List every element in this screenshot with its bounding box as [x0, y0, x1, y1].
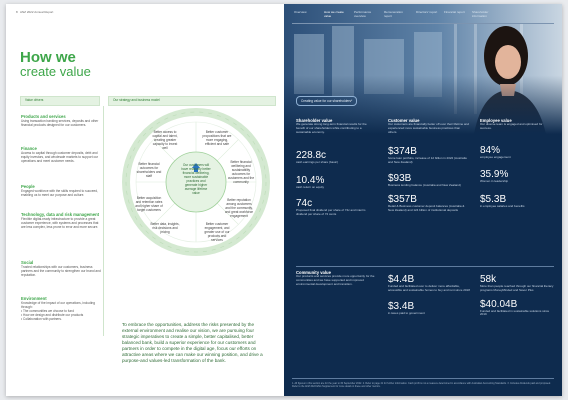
section-heading: Finance — [21, 146, 37, 151]
env-bullet: • The communities we choose to fund — [21, 309, 74, 313]
nav-how-we-create-value[interactable]: How we create value — [324, 10, 344, 18]
nav-performance-overview[interactable]: Performance overview — [354, 10, 372, 18]
nav-overview[interactable]: Overview — [294, 10, 307, 14]
stat-value: $5.3B — [480, 194, 507, 206]
office-photo-image — [284, 4, 562, 134]
section-body: Using transaction banking services, deposits and other financial products designed for our customers. — [21, 119, 99, 127]
community-stats-housing — [388, 270, 470, 315]
nav-financial-report[interactable]: Financial report — [444, 10, 465, 14]
page-subtitle: create value — [20, 64, 91, 79]
stat-label: Retail & Business customer deposit balances (Australia & New Zealand) and 124 billion of institutional deposits — [388, 203, 465, 212]
column-body: We generate strong long-term financial results for the benefit of our shareholders while contributing to a sustainable economy. — [296, 122, 367, 134]
section-heading: Technology, data and risk management — [21, 212, 100, 217]
stat-label: in employee salaries and benefits — [480, 204, 525, 209]
env-bullet: • Collaboration with partners. — [21, 317, 62, 321]
shareholder-pill: Creating value for our shareholders* — [296, 96, 357, 106]
nav-underline — [292, 23, 554, 24]
stat-value: 84% — [480, 144, 501, 156]
strategy-quote: To embrace the opportunities, address the risks presented by the external environment and realise our vision, we are pursuing four strategic imperatives to create a simple, better capitalised, better balanced bank, build a superior experience for our customers and partners in order to compete in the digital age, focus our efforts on attractive areas where we can make our winning position, and drive a purpose-and values-led transformation of the bank. — [122, 322, 263, 363]
employee-value-column — [480, 118, 554, 209]
section-environment — [21, 296, 101, 321]
diagram-center-text: Our customers will have relatively better financial wellbeing, more sustainable practices and generate higher average lifetime value — [181, 163, 211, 195]
section-body: Engaged workforce with the skills required to succeed, enabling us to meet our purpose and culture. — [21, 189, 98, 197]
env-bullet-text: Collaboration with partners. — [23, 317, 62, 321]
stat-label: Proposed final dividend per share of 74c and interim dividend per share of 72 cents — [296, 207, 366, 216]
diagram-segment: Better financial wellbeing and sustainability outcomes for customers and the community — [227, 160, 255, 184]
section-nav — [284, 10, 562, 22]
stat-label: Women in leadership — [480, 179, 509, 184]
section-body: Trusted relationships with our customers, business partners and the community to strengthen our brand and reputation. — [21, 265, 101, 277]
divider — [103, 106, 104, 336]
left-page — [6, 4, 284, 396]
section-body: Knowledge of the impact of our operations, including through: — [21, 301, 96, 309]
stat-label: cash earnings per share (basic) — [296, 160, 339, 165]
stat-label: home loan portfolio, increase of 12 billion in 2022 (Australia and New Zealand) — [388, 156, 467, 165]
stat-value: $374B — [388, 146, 417, 158]
report-spread — [6, 4, 562, 396]
column-heading: Customer value — [388, 118, 420, 123]
stat-label: in taxes paid to government — [388, 310, 425, 315]
env-bullet: • How we design and distribute our products — [21, 313, 84, 317]
page-number: 8 — [16, 10, 18, 14]
column-heading: Shareholder value — [296, 118, 333, 123]
page-header — [16, 10, 53, 14]
section-heading: Products and services — [21, 114, 66, 119]
page-title: How we — [20, 49, 76, 66]
nav-remuneration-report[interactable]: Remuneration report — [384, 10, 403, 18]
stat-value: $357B — [388, 193, 417, 205]
value-drivers-bar — [20, 96, 100, 106]
hero-photo — [284, 4, 562, 134]
section-social — [21, 260, 101, 277]
stat-value: $3.4B — [388, 300, 415, 312]
report-title: ANZ 2022 Annual Report — [20, 10, 54, 14]
section-body: Access to capital through customer deposits, debt and equity investors, and wholesale markets to support our operations and meet customer needs. — [21, 151, 99, 163]
stat-value: 35.9% — [480, 169, 509, 181]
stat-value: $40.04B — [480, 298, 518, 310]
strategy-bar — [108, 96, 276, 106]
section-people — [21, 184, 101, 197]
env-bullet-text: The communities we choose to fund — [22, 309, 74, 313]
column-body: Our products and services provide more opportunity for the communities and we have supported and improved environmental development and transition. — [296, 274, 375, 286]
stat-value: 74c — [296, 197, 313, 209]
nav-directors-report[interactable]: Directors' report — [416, 10, 438, 14]
diagram-segment: Better data, insights, risk decisions and pricing — [150, 222, 180, 234]
community-value-column — [296, 270, 376, 286]
stat-value: 10.4% — [296, 175, 325, 187]
nav-shareholder-information[interactable]: Shareholder information — [472, 10, 489, 18]
column-body: Our diverse team is engaged and optimised for success. — [480, 122, 543, 130]
stat-value: $4.4B — [388, 274, 415, 285]
section-products — [21, 114, 101, 127]
stat-label: Funded and facilitated over to deliver more affordable, accessible and sustainable homes to buy and rent since 2018 — [388, 284, 470, 292]
stat-label: Business lending balance (Australia and New Zealand) — [388, 182, 461, 187]
footnote: 1. All figures in this section are for the year to 30 September 2022. 2. Refer to page 41 for further information. Cash profit is not a measure determined in accordance with Australian Accounting Standards. 3. Includes dividends paid and proposed. Refer to the ANZ 2022 ESG Supplement for more detail on these and other metrics. — [292, 382, 551, 388]
section-divider — [296, 266, 554, 267]
section-technology — [21, 212, 101, 229]
diagram-segment: Better acquisition and retention rates and higher share of target customers — [135, 196, 163, 212]
stat-value: $93B — [388, 172, 412, 184]
diagram-segment: Better customer propositions that are more engaging, efficient and safe — [202, 130, 232, 146]
customer-value-column — [388, 118, 470, 212]
value-wheel-diagram — [114, 106, 274, 256]
strategy-label: Our strategy and business model — [113, 98, 160, 102]
column-heading: Employee value — [480, 118, 512, 123]
footnote-divider — [292, 378, 554, 379]
diagram-segment: Better customer engagement, and greater use of our products and services — [204, 222, 230, 242]
community-stats-literacy — [480, 270, 554, 317]
shareholder-value-column — [296, 118, 376, 217]
value-drivers-label: Value drivers — [25, 98, 44, 102]
column-heading: Community value — [296, 270, 331, 275]
diagram-segment: Better reputation among customers and the community, and great workforce engagement — [224, 198, 254, 218]
right-page — [284, 4, 562, 396]
diagram-segment: Better financial outcomes for shareholders and staff — [136, 162, 162, 178]
section-heading: Environment — [21, 296, 47, 301]
section-finance — [21, 146, 101, 163]
section-body: Flexible digital-ready infrastructure to provide a great customer experience, with systems and processes that are less complex, less prone to error and more secure. — [21, 217, 99, 229]
section-heading: People — [21, 184, 35, 189]
column-body: Our customers are financially better off over their lifetime and experienced more sustainable business practices than others. — [388, 122, 469, 134]
stat-label: Funded and facilitated in sustainable solutions since 2019 — [480, 308, 550, 317]
stat-value: 58k — [480, 274, 497, 285]
stat-label: cash return on equity — [296, 185, 325, 190]
diagram-segment: Better access to capital and talent, creating greater capacity to invest well — [152, 130, 178, 150]
section-heading: Social — [21, 260, 34, 265]
stat-label: employee engagement — [480, 154, 511, 159]
stat-value: 228.8c — [296, 150, 327, 162]
stat-label: More than people reached through our financial literacy programs MoneyMinded and Saver Plus — [480, 284, 554, 292]
env-bullet-text: How we design and distribute our products — [23, 313, 84, 317]
